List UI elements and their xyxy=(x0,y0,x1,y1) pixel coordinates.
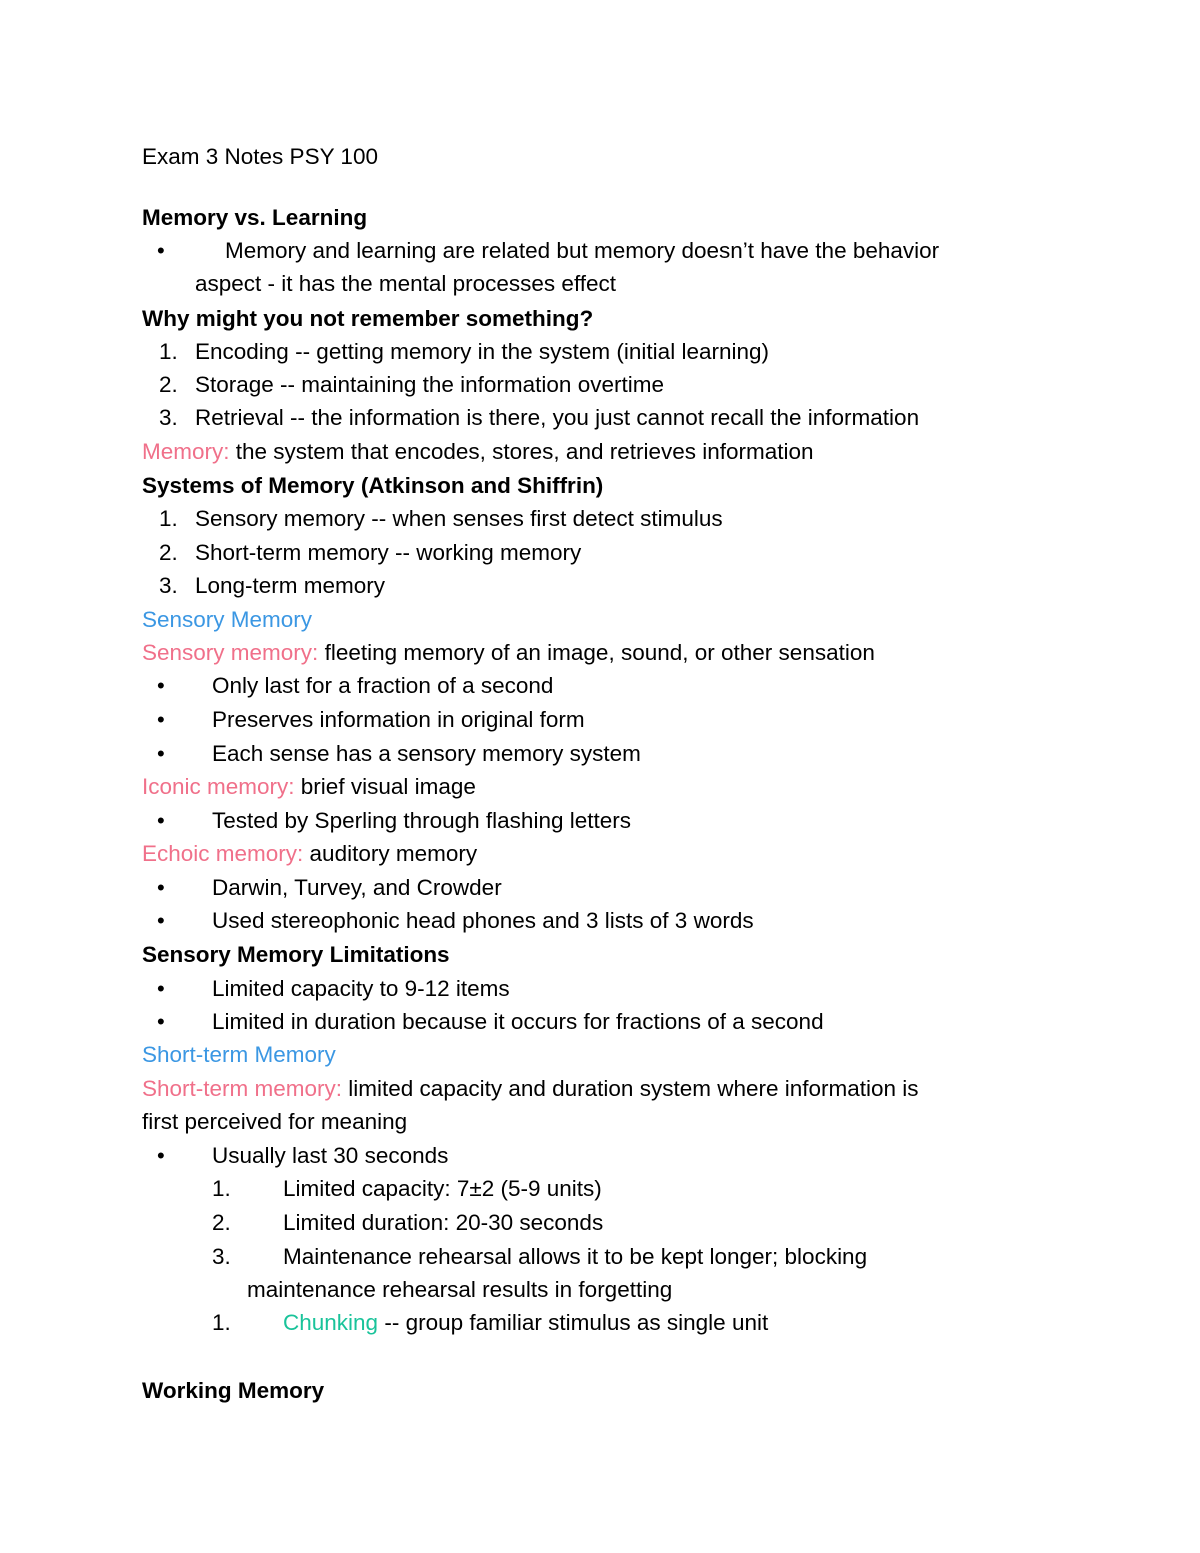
list-item: Short-term memory -- working memory xyxy=(195,540,582,565)
definition-short-term-memory xyxy=(142,1074,919,1104)
heading-why-forget: Why might you not remember something? xyxy=(142,306,594,331)
list-number: 2. xyxy=(159,540,178,565)
paragraph-line: first perceived for meaning xyxy=(142,1109,408,1134)
paragraph-line: Memory and learning are related but memory doesn’t have the behavior xyxy=(225,238,940,263)
definition-echoic-memory xyxy=(142,839,477,869)
term-label: Sensory memory: xyxy=(142,640,319,665)
list-item: Limited capacity: 7±2 (5-9 units) xyxy=(283,1176,602,1201)
definition-text: limited capacity and duration system where information is xyxy=(342,1076,919,1101)
list-number: 1. xyxy=(212,1310,231,1335)
list-number: 3. xyxy=(159,405,178,430)
bullet-item: Darwin, Turvey, and Crowder xyxy=(212,875,502,900)
bullet-icon: • xyxy=(157,238,165,263)
definition-text: -- group familiar stimulus as single unit xyxy=(378,1310,769,1335)
definition-text: fleeting memory of an image, sound, or other sensation xyxy=(318,640,875,665)
term-label: Short-term memory: xyxy=(142,1076,343,1101)
list-number: 2. xyxy=(212,1210,231,1235)
list-number: 1. xyxy=(159,339,178,364)
list-number: 3. xyxy=(212,1244,231,1269)
term-label: Chunking xyxy=(283,1310,379,1335)
section-heading-short-term-memory: Short-term Memory xyxy=(142,1042,336,1067)
bullet-icon: • xyxy=(157,908,165,933)
bullet-icon: • xyxy=(157,741,165,766)
heading-sensory-limitations: Sensory Memory Limitations xyxy=(142,942,450,967)
list-number: 2. xyxy=(159,372,178,397)
list-item: Retrieval -- the information is there, you just cannot recall the information xyxy=(195,405,920,430)
definition-sensory-memory xyxy=(142,638,875,668)
definition-text: auditory memory xyxy=(303,841,478,866)
definition-iconic-memory xyxy=(142,772,476,802)
list-item-continuation: maintenance rehearsal results in forgetting xyxy=(247,1277,673,1302)
list-item: Long-term memory xyxy=(195,573,386,598)
bullet-item: Used stereophonic head phones and 3 lists of 3 words xyxy=(212,908,754,933)
term-label: Iconic memory: xyxy=(142,774,295,799)
list-number: 1. xyxy=(212,1176,231,1201)
bullet-icon: • xyxy=(157,673,165,698)
bullet-icon: • xyxy=(157,976,165,1001)
section-heading-sensory-memory: Sensory Memory xyxy=(142,607,313,632)
paragraph-line: aspect - it has the mental processes effect xyxy=(195,271,617,296)
bullet-item: Only last for a fraction of a second xyxy=(212,673,554,698)
bullet-icon: • xyxy=(157,875,165,900)
heading-working-memory: Working Memory xyxy=(142,1378,325,1403)
list-number: 1. xyxy=(159,506,178,531)
list-number: 3. xyxy=(159,573,178,598)
list-item: Storage -- maintaining the information overtime xyxy=(195,372,664,397)
bullet-item: Preserves information in original form xyxy=(212,707,585,732)
bullet-item: Limited capacity to 9-12 items xyxy=(212,976,510,1001)
bullet-item: Tested by Sperling through flashing letters xyxy=(212,808,631,833)
bullet-item: Each sense has a sensory memory system xyxy=(212,741,641,766)
list-item-chunking xyxy=(283,1308,768,1338)
heading-memory-vs-learning: Memory vs. Learning xyxy=(142,205,368,230)
bullet-icon: • xyxy=(157,1009,165,1034)
definition-text: brief visual image xyxy=(294,774,476,799)
list-item: Encoding -- getting memory in the system (initial learning) xyxy=(195,339,769,364)
bullet-icon: • xyxy=(157,1143,165,1168)
bullet-item: Usually last 30 seconds xyxy=(212,1143,449,1168)
list-item: Sensory memory -- when senses first detect stimulus xyxy=(195,506,723,531)
definition-text: the system that encodes, stores, and retrieves information xyxy=(229,439,814,464)
term-label: Echoic memory: xyxy=(142,841,304,866)
list-item: Maintenance rehearsal allows it to be kept longer; blocking xyxy=(283,1244,868,1269)
list-item: Limited duration: 20-30 seconds xyxy=(283,1210,604,1235)
heading-systems-of-memory: Systems of Memory (Atkinson and Shiffrin) xyxy=(142,473,604,498)
bullet-icon: • xyxy=(157,707,165,732)
bullet-item: Limited in duration because it occurs for fractions of a second xyxy=(212,1009,824,1034)
definition-memory xyxy=(142,437,814,467)
document-title: Exam 3 Notes PSY 100 xyxy=(142,144,378,169)
term-label: Memory: xyxy=(142,439,230,464)
bullet-icon: • xyxy=(157,808,165,833)
